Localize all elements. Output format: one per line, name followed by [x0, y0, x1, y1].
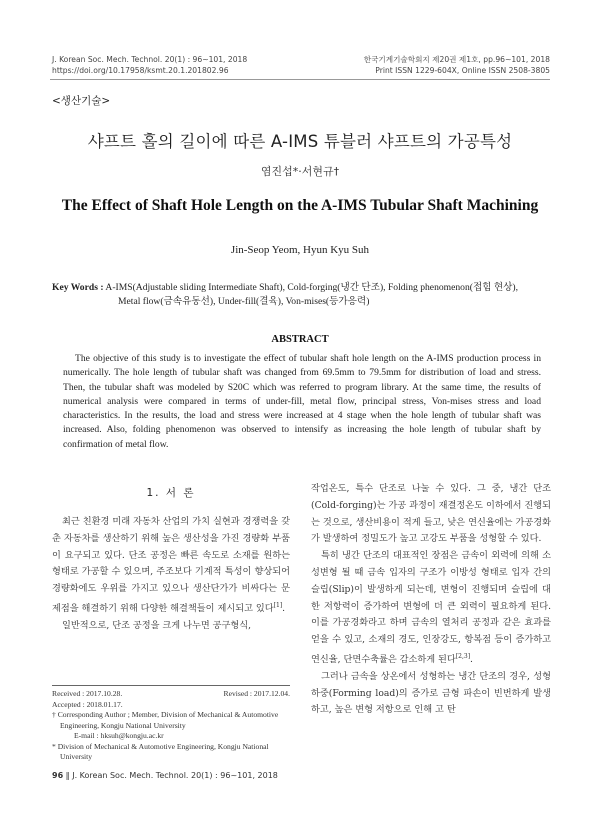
corresponding-author-note: † Corresponding Author ; Member, Division of Mechanical & Automotive Engineering, Kongju National University: [52, 710, 279, 730]
citation-ref: [2,3]: [455, 652, 471, 660]
intro-paragraph-1: 최근 친환경 미래 자동차 산업의 가치 실현과 경쟁력을 갖춘 자동차를 생산하기 위해 높은 생산성을 가진 경량화 부품이 요구되고 있다. 단조 공정은 빠른 속도로 소재를 원하는 형태로 가공할 수 있으며, 주조보다 기계적 특성이 향상되어 경량화에도 우위를 가지고 있으나 생산단가가 비싸다는 문제점을 해결하기 위해 다양한 해결책들이 제시되고 있다[1].: [52, 516, 290, 615]
received-date: Received : 2017.10.28.: [52, 689, 123, 698]
accepted-date: Accepted : 2018.01.17.: [52, 699, 123, 709]
authors-korean: 염진섭*·서현규†: [260, 165, 340, 178]
doi-text: https://doi.org/10.17958/ksmt.20.1.201802.96: [52, 66, 229, 75]
intro-paragraph-4: 특히 냉간 단조의 대표적인 장점은 금속이 외력에 의해 소성변형 될 때 금속 입자의 구조가 이방성 형태로 입자 간의 슬립(Slip)이 발생하게 되는데, 변형이 진행되며 슬립에 대한 저항력이 증가하여 변형에 더 큰 외력이 필요하게 된다. 이를 가공경화라고 하며 금속의 열처리 공정과 같은 효과를 얻을 수 있고, 소재의 경도, 인장강도, 항복점 등이 증가하고 연신율, 단면수축률은 감소하게 된다[2,3].: [311, 550, 551, 666]
revised-date: Revised : 2017.12.04.: [223, 689, 290, 698]
keywords-label: Key Words :: [52, 282, 104, 293]
footnotes: [52, 689, 290, 763]
journal-citation: J. Korean Soc. Mech. Technol. 20(1) : 96~101, 2018: [52, 55, 248, 64]
running-header-right: [364, 54, 550, 76]
column-left: [52, 514, 290, 635]
journal-citation-ko: 한국기계기술학회지 제20권 제1호, pp.96~101, 2018: [363, 55, 550, 64]
page-footer: 96 ‖ J. Korean Soc. Mech. Technol. 20(1) : 96~101, 2018: [52, 771, 278, 780]
issn-text: Print ISSN 1229-604X, Online ISSN 2508-3805: [375, 66, 550, 75]
intro-paragraph-2: 일반적으로, 단조 공정을 크게 나누면 공구형식,: [62, 619, 252, 631]
keywords-block: [52, 281, 552, 309]
title-korean: 샤프트 홀의 길이에 따른 A-IMS 튜블러 샤프트의 가공특성: [87, 132, 513, 151]
abstract-text: The objective of this study is to investigate the effect of tubular shaft hole length on the A-IMS production process in numerically. The hole length of tubular shaft was changed from 69.5mm to 79.5mm for distribution of load and stress. Then, the tubular shaft was modeled by S20C which was referred to program library. At the same time, the results of numerical analysis were compared in terms of under-fill, metal flow, principal stress, Von-mises stress and load characteristics. In the results, the load and stress were increased at 4 stage when the hole length of tubular shaft was increased. Also, folding phenomenon was observed to intensify as increasing the hole length of tubular shaft by confirmation of metal flow.: [63, 353, 541, 450]
citation-ref: [1]: [273, 601, 283, 609]
section-tag: <생산기술>: [52, 95, 111, 107]
page-number: 96: [52, 771, 64, 780]
keywords-line1: A-IMS(Adjustable sliding Intermediate Shaft), Cold-forging(냉간 단조), Folding phenomenon(접힘 현상),: [105, 282, 519, 293]
email-note: E-mail : hksuh@kongju.ac.kr: [74, 731, 164, 740]
header-rule: [50, 79, 550, 80]
footnote-rule: [52, 685, 290, 686]
title-english: The Effect of Shaft Hole Length on the A-IMS Tubular Shaft Machining: [61, 197, 539, 214]
intro-paragraph-3: 작업온도, 특수 단조로 나눌 수 있다. 그 중, 냉간 단조(Cold-forging)는 가공 과정이 재결정온도 이하에서 진행되는 것으로, 생산비용이 적게 들고, 낮은 연신율에는 가공경화가 발생하여 정밀도가 높고 고강도 부품을 성형할 수 있다.: [311, 483, 551, 545]
footer-citation: J. Korean Soc. Mech. Technol. 20(1) : 96~101, 2018: [72, 771, 278, 780]
division-note: * Division of Mechanical & Automotive Engineering, Kongju National University: [52, 741, 269, 761]
intro-paragraph-5: 그러나 금속을 상온에서 성형하는 냉간 단조의 경우, 성형 하중(Forming load)의 증가로 금형 파손이 빈번하게 발생하고, 높은 변형 저항으로 인해 고 탄: [311, 670, 551, 716]
abstract-heading: ABSTRACT: [271, 334, 329, 345]
column-right: [311, 481, 551, 719]
running-header-left: [52, 54, 247, 76]
intro-heading: 1. 서 론: [146, 487, 196, 499]
keywords-line2: Metal flow(금속유동선), Under-fill(결육), Von-mises(등가응력): [118, 296, 370, 307]
authors-english: Jin-Seop Yeom, Hyun Kyu Suh: [230, 244, 370, 256]
